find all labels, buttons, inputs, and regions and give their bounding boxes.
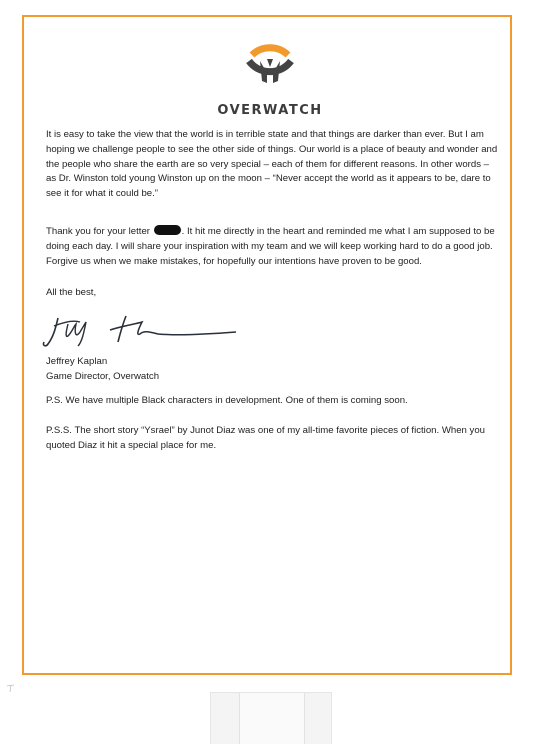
letterhead-logo — [0, 37, 540, 97]
paragraph-2-end: . It hit me directly in the heart and reminded me what I am supposed to be doing each day. I will share your inspiration with my team and we will keep working hard to do a good job. Forgive us when we make mistakes, for hopefully our intentions have proven to be good. — [46, 226, 495, 267]
letter-paragraph-1: It is easy to take the view that the world is in terrible state and that things are darker than ever. But I am hoping we challenge people to see the other side of things. Our world is a place of beauty and wonder and the people who share the earth are so very special – each of them for different reasons. In other words – as Dr. Winston told young Winston up on the moon – “Never accept the world as it appears to be, dare to see it for what it could be.” — [46, 129, 498, 200]
scanner-clip-shadow — [210, 692, 332, 744]
scan-corner-mark-icon — [6, 683, 20, 693]
paragraph-2-start: Thank you for your letter — [46, 226, 150, 237]
redaction-mark — [154, 225, 181, 235]
signer-title: Game Director, Overwatch — [46, 370, 160, 382]
signer-block — [46, 355, 159, 385]
postscript: P.S. We have multiple Black characters in development. One of them is coming soon. — [46, 395, 408, 406]
overwatch-logo-icon — [240, 37, 300, 97]
brand-wordmark: OVERWATCH — [217, 103, 323, 118]
signature-icon — [40, 312, 240, 352]
signer-name: Jeffrey Kaplan — [46, 356, 108, 367]
closing-line: All the best, — [46, 287, 97, 298]
letter-paragraph-2 — [46, 225, 498, 269]
scanner-clip-inner — [239, 693, 305, 744]
second-postscript: P.S.S. The short story “Ysrael” by Junot Diaz was one of my all-time favorite pieces of fiction. When you quoted Diaz it hit a special place for me. — [46, 425, 486, 451]
